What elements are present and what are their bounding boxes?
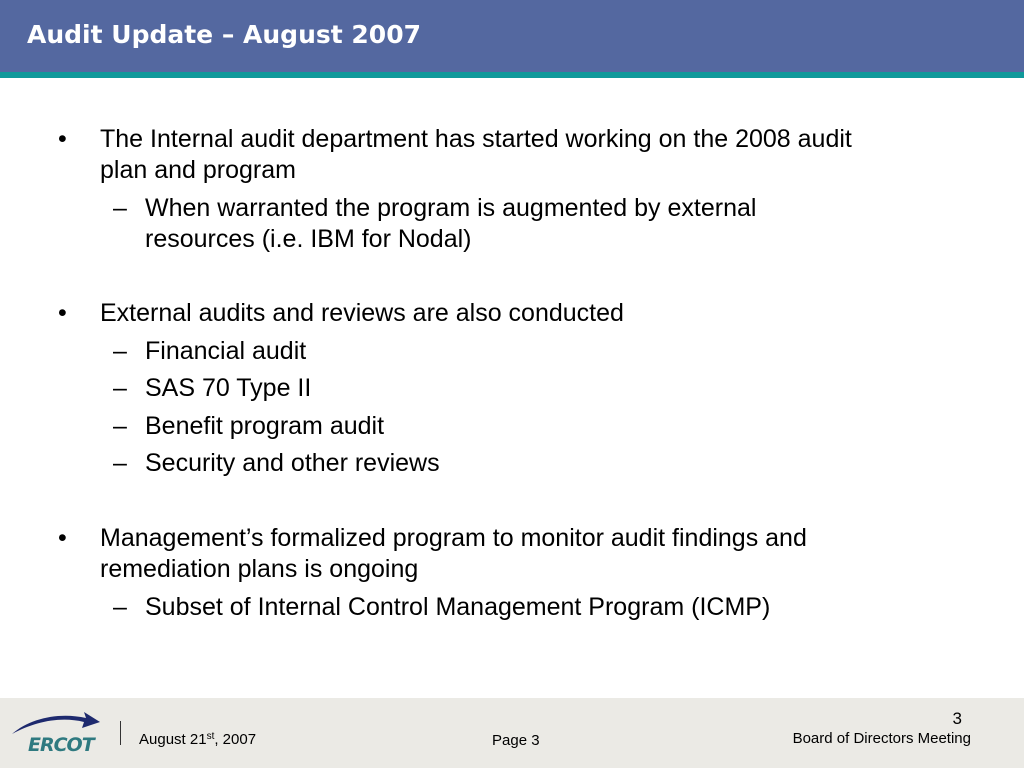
sub-bullet-text: When warranted the program is augmented by external xyxy=(145,194,757,222)
date-year: , 2007 xyxy=(214,731,257,748)
slide-title: Audit Update – August 2007 xyxy=(27,20,421,49)
footer-page-label: Page 3 xyxy=(492,732,540,749)
logo-text: ERCOT xyxy=(28,734,94,756)
dash-marker: – xyxy=(113,449,127,477)
bullet-marker: • xyxy=(58,524,67,552)
footer-divider xyxy=(120,721,121,745)
bullet-text: The Internal audit department has started working on the 2008 audit xyxy=(100,125,852,153)
footer-meeting-name: Board of Directors Meeting xyxy=(792,730,971,747)
bullet-text: remediation plans is ongoing xyxy=(100,555,419,583)
dash-marker: – xyxy=(113,194,127,222)
bullet-marker: • xyxy=(58,125,67,153)
sub-bullet-text: Subset of Internal Control Management Program (ICMP) xyxy=(145,593,771,621)
bullet-text: plan and program xyxy=(100,156,296,184)
dash-marker: – xyxy=(113,374,127,402)
sub-bullet-text: SAS 70 Type II xyxy=(145,374,312,402)
bullet-marker: • xyxy=(58,299,67,327)
header-accent-band xyxy=(0,72,1024,78)
slide-footer xyxy=(0,698,1024,768)
bullet-text: Management’s formalized program to monitor audit findings and xyxy=(100,524,807,552)
ercot-logo xyxy=(10,708,102,756)
dash-marker: – xyxy=(113,593,127,621)
date-ordinal: st xyxy=(206,731,215,742)
slide-header xyxy=(0,0,1024,72)
slide-number: 3 xyxy=(952,709,962,728)
bullet-text: External audits and reviews are also conducted xyxy=(100,299,624,327)
footer-date xyxy=(139,731,256,748)
sub-bullet-text: Benefit program audit xyxy=(145,412,385,440)
sub-bullet-text: resources (i.e. IBM for Nodal) xyxy=(145,225,472,253)
dash-marker: – xyxy=(113,412,127,440)
date-text: August 21 xyxy=(139,731,207,748)
sub-bullet-text: Financial audit xyxy=(145,337,307,365)
sub-bullet-text: Security and other reviews xyxy=(145,449,440,477)
dash-marker: – xyxy=(113,337,127,365)
